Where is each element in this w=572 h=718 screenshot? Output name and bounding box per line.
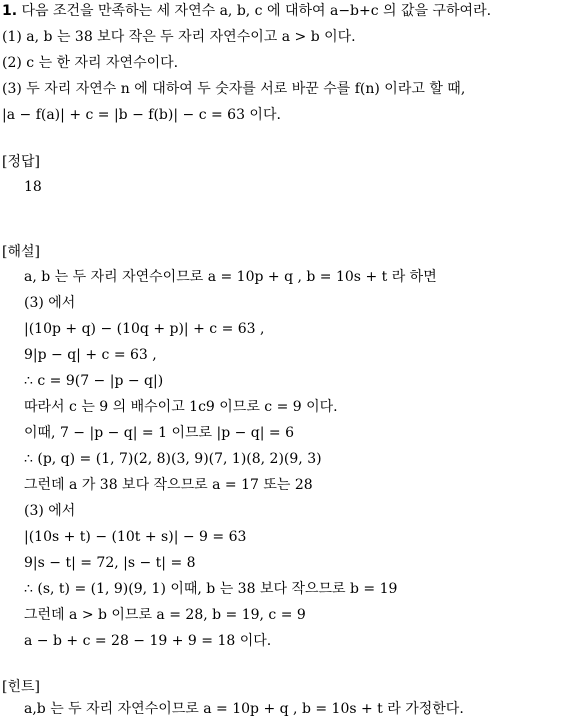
hint-text: a,b 는 두 자리 자연수이므로 a = 10p + q , b = 10s + t 라 가정한다. bbox=[24, 701, 464, 717]
answer-header: [정답] bbox=[2, 154, 40, 170]
problem-stem: 다음 조건을 만족하는 세 자연수 a, b, c 에 대하여 a−b+c 의 값을 구하여라. bbox=[21, 3, 492, 19]
condition-2: (2) c 는 한 자리 자연수이다. bbox=[2, 55, 179, 71]
condition-3: (3) 두 자리 자연수 n 에 대하여 두 숫자를 서로 바꾼 수를 f(n) 이라고 할 때, bbox=[2, 81, 466, 97]
solution-line: (3) 에서 bbox=[24, 503, 76, 519]
solution-line: 이때, 7 − |p − q| = 1 이므로 |p − q| = 6 bbox=[24, 425, 295, 441]
solution-line: |(10s + t) − (10t + s)| − 9 = 63 bbox=[24, 529, 247, 545]
solution-line: a, b 는 두 자리 자연수이므로 a = 10p + q , b = 10s + t 라 하면 bbox=[24, 269, 437, 285]
problem-number: 1. bbox=[2, 3, 18, 19]
solution-line: ∴ (s, t) = (1, 9)(9, 1) 이때, b 는 38 보다 작으므로 b = 19 bbox=[24, 581, 398, 597]
answer-value: 18 bbox=[24, 179, 42, 195]
solution-line: (3) 에서 bbox=[24, 295, 76, 311]
solution-line: ∴ c = 9(7 − |p − q|) bbox=[24, 373, 164, 389]
solution-line: 따라서 c 는 9 의 배수이고 1c9 이므로 c = 9 이다. bbox=[24, 399, 338, 415]
solution-line: 그런데 a 가 38 보다 작으므로 a = 17 또는 28 bbox=[24, 477, 313, 493]
solution-line: a − b + c = 28 − 19 + 9 = 18 이다. bbox=[24, 633, 272, 649]
solution-line: 9|s − t| = 72, |s − t| = 8 bbox=[24, 555, 196, 571]
solution-line: 9|p − q| + c = 63 , bbox=[24, 347, 157, 363]
condition-3-equation: |a − f(a)| + c = |b − f(b)| − c = 63 이다. bbox=[2, 107, 281, 123]
solution-line: ∴ (p, q) = (1, 7)(2, 8)(3, 9)(7, 1)(8, 2)(9, 3) bbox=[24, 451, 322, 467]
hint-header: [힌트] bbox=[2, 679, 40, 695]
condition-1: (1) a, b 는 38 보다 작은 두 자리 자연수이고 a > b 이다. bbox=[2, 29, 356, 45]
solution-header: [해설] bbox=[2, 244, 40, 260]
solution-line: 그런데 a > b 이므로 a = 28, b = 19, c = 9 bbox=[24, 607, 306, 623]
problem-line bbox=[2, 2, 491, 20]
solution-line: |(10p + q) − (10q + p)| + c = 63 , bbox=[24, 321, 265, 337]
